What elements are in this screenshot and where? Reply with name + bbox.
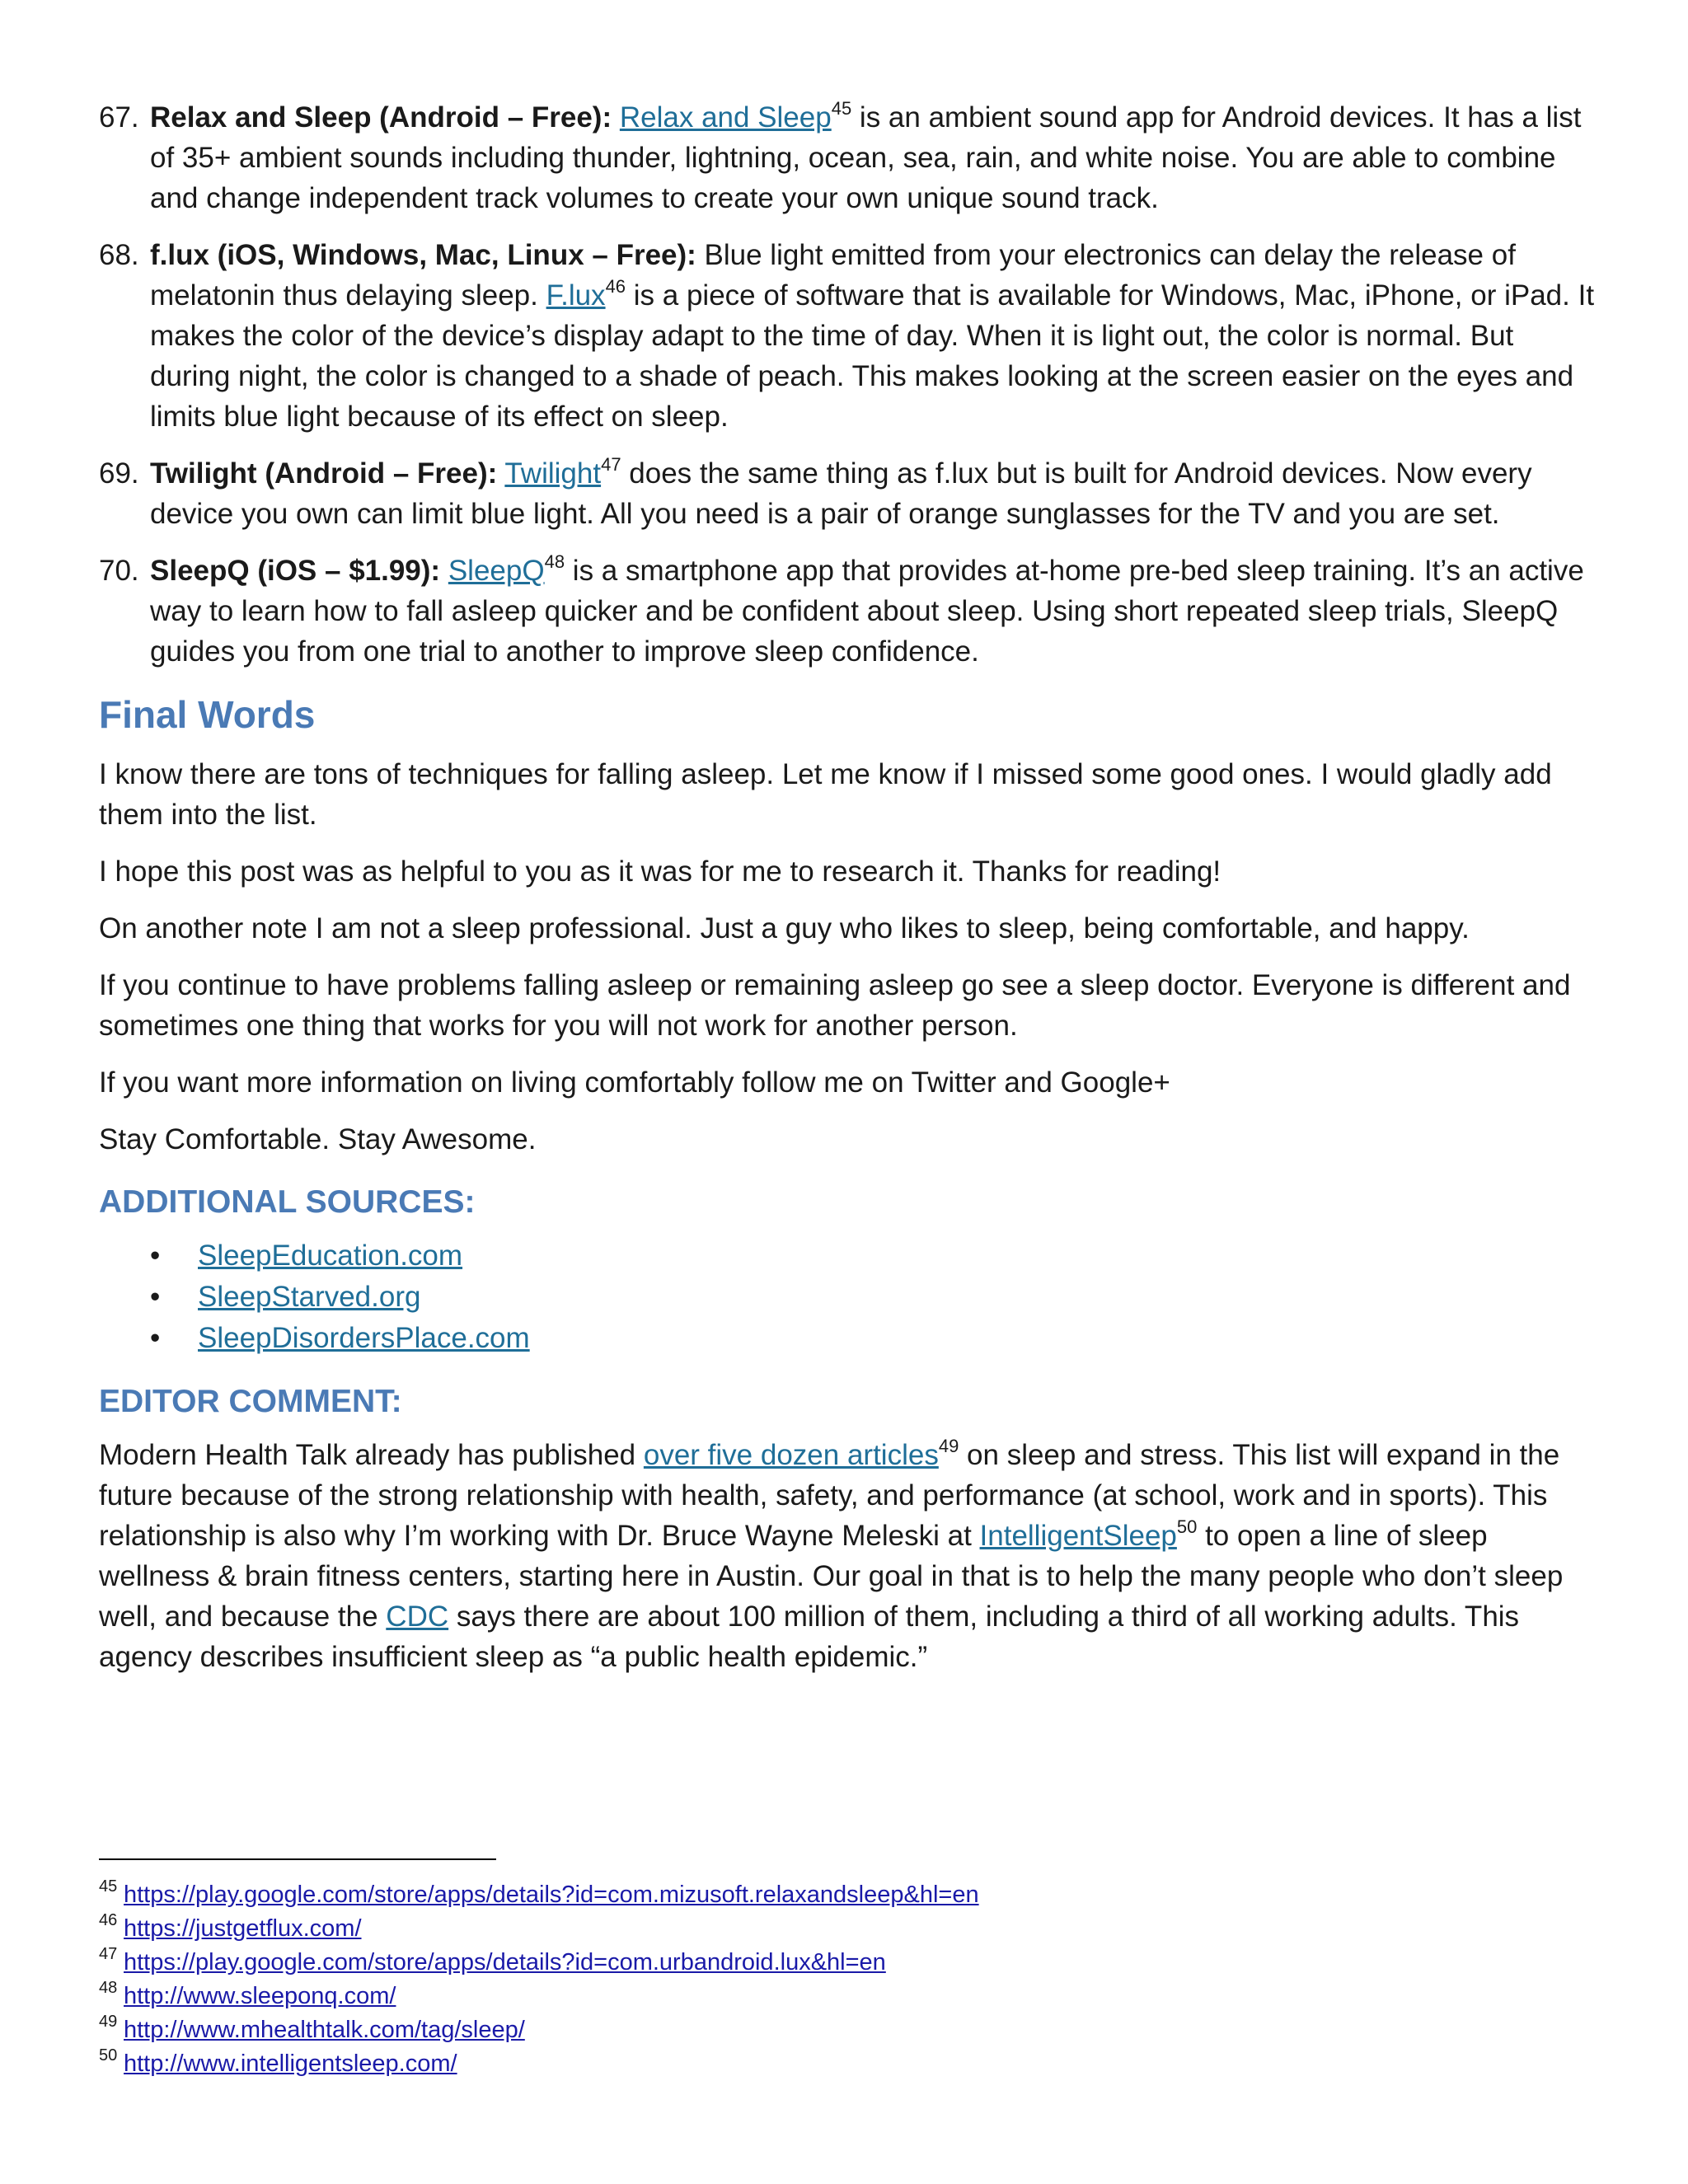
list-number: 67.	[99, 101, 139, 134]
sleepdisordersplace-link[interactable]: SleepDisordersPlace.com	[198, 1322, 530, 1354]
footnote-ref-45[interactable]: 45	[831, 98, 852, 120]
paragraph: Stay Comfortable. Stay Awesome.	[99, 1123, 537, 1155]
footnote-45	[99, 1878, 1599, 1912]
list-item-flux	[99, 235, 1599, 437]
sleepeducation-link[interactable]: SleepEducation.com	[198, 1240, 463, 1272]
footnote-number: 46	[99, 1911, 118, 1929]
footnote-number: 48	[99, 1979, 118, 1997]
footnote-ref-50[interactable]: 50	[1176, 1516, 1198, 1538]
list-number: 70.	[99, 555, 139, 587]
flux-link[interactable]: F.lux	[546, 279, 606, 312]
footnote-link[interactable]: https://justgetflux.com/	[124, 1915, 362, 1942]
paragraph: I know there are tons of techniques for falling asleep. Let me know if I missed some good ones. I would gladly add them into the list.	[99, 758, 1552, 831]
editor-comment-paragraph	[99, 1435, 1599, 1677]
cdc-link[interactable]: CDC	[386, 1601, 449, 1633]
sleepq-link[interactable]: SleepQ	[448, 555, 545, 587]
sources-list	[99, 1235, 1599, 1359]
footnote-ref-48[interactable]: 48	[544, 551, 565, 573]
app-title: Twilight (Android – Free):	[150, 457, 498, 490]
app-list	[99, 97, 1599, 672]
list-item-relax-and-sleep	[99, 97, 1599, 218]
sleepstarved-link[interactable]: SleepStarved.org	[198, 1281, 421, 1313]
twilight-link[interactable]: Twilight	[504, 457, 602, 490]
document-body	[99, 97, 1599, 1694]
bullet-icon: •	[150, 1322, 161, 1354]
text-run: Modern Health Talk already has published	[99, 1439, 644, 1471]
footnote-46	[99, 1912, 1599, 1946]
list-item	[99, 1235, 1599, 1277]
footnote-ref-46[interactable]: 46	[605, 276, 626, 298]
footnote-49	[99, 2013, 1599, 2047]
list-item	[99, 1318, 1599, 1359]
list-number: 69.	[99, 457, 139, 490]
app-title: SleepQ (iOS – $1.99):	[150, 555, 441, 587]
final-words-heading: Final Words	[99, 693, 316, 736]
paragraph: If you continue to have problems falling asleep or remaining asleep go see a sleep doctor. Everyone is different and sometimes one thing that works for you will not work for another person.	[99, 969, 1571, 1042]
footnote-number: 49	[99, 2013, 118, 2031]
footnote-link[interactable]: http://www.sleeponq.com/	[124, 1983, 396, 2009]
footnote-47	[99, 1946, 1599, 1980]
list-item-twilight	[99, 453, 1599, 534]
app-description: does the same thing as f.lux but is built for Android devices. Now every device you own can limit blue light. All you need is a pair of orange sunglasses for the TV and you are set.	[150, 457, 1532, 530]
list-number: 68.	[99, 239, 139, 271]
footnote-separator	[99, 1858, 496, 1860]
app-title: Relax and Sleep (Android – Free):	[150, 101, 612, 134]
footnote-number: 47	[99, 1945, 118, 1963]
app-description: is a smartphone app that provides at-home pre-bed sleep training. It’s an active way to learn how to fall asleep quicker and be confident about sleep. Using short repeated sleep trials, SleepQ guides you from one trial to another to improve sleep confidence.	[150, 555, 1584, 668]
articles-link[interactable]: over five dozen articles	[643, 1439, 939, 1471]
footnote-50	[99, 2047, 1599, 2081]
list-item	[99, 1277, 1599, 1318]
footnotes	[99, 1858, 1599, 2081]
intelligentsleep-link[interactable]: IntelligentSleep	[979, 1520, 1177, 1552]
app-intro: Blue light emitted from your electronics can delay the release of melatonin thus delaying sleep.	[150, 239, 1516, 312]
footnote-number: 45	[99, 1877, 118, 1896]
footnote-link[interactable]: http://www.intelligentsleep.com/	[124, 2050, 457, 2077]
footnote-link[interactable]: https://play.google.com/store/apps/details?id=com.urbandroid.lux&hl=en	[124, 1949, 886, 1975]
app-description: is a piece of software that is available for Windows, Mac, iPhone, or iPad. It makes the color of the device’s display adapt to the time of day. When it is light out, the color is normal. But during night, the color is changed to a shade of peach. This makes looking at the screen easier on the eyes and limits blue light because of its effect on sleep.	[150, 279, 1595, 433]
text-run: on sleep and stress. This list will expand in the future because of the strong relationship with health, safety, and performance (at school, work and in sports). This relationship is also why I’m working with Dr. Bruce Wayne Meleski at	[99, 1439, 1560, 1552]
footnote-link[interactable]: http://www.mhealthtalk.com/tag/sleep/	[124, 2017, 525, 2043]
footnote-48	[99, 1980, 1599, 2013]
paragraph: If you want more information on living comfortably follow me on Twitter and Google+	[99, 1066, 1170, 1099]
additional-sources-heading: ADDITIONAL SOURCES:	[99, 1184, 476, 1220]
list-item-sleepq	[99, 551, 1599, 672]
bullet-icon: •	[150, 1281, 161, 1313]
footnote-link[interactable]: https://play.google.com/store/apps/details?id=com.mizusoft.relaxandsleep&hl=en	[124, 1882, 979, 1908]
relax-and-sleep-link[interactable]: Relax and Sleep	[619, 101, 832, 134]
editor-comment-heading: EDITOR COMMENT:	[99, 1384, 402, 1419]
text-run: says there are about 100 million of them, including a third of all working adults. This agency describes insufficient sleep as “a public health epidemic.”	[99, 1601, 1520, 1673]
bullet-icon: •	[150, 1240, 161, 1272]
app-description: is an ambient sound app for Android devices. It has a list of 35+ ambient sounds including thunder, lightning, ocean, sea, rain, and white noise. You are able to combine and change independent track volumes to create your own unique sound track.	[150, 101, 1582, 214]
footnote-ref-49[interactable]: 49	[938, 1436, 959, 1457]
footnote-ref-47[interactable]: 47	[601, 454, 621, 476]
paragraph: On another note I am not a sleep professional. Just a guy who likes to sleep, being comfortable, and happy.	[99, 912, 1470, 944]
paragraph: I hope this post was as helpful to you as it was for me to research it. Thanks for reading!	[99, 855, 1221, 888]
footnote-number: 50	[99, 2046, 118, 2064]
text-run: to open a line of sleep wellness & brain fitness centers, starting here in Austin. Our goal in that is to help the many people who don’t sleep well, and because the	[99, 1520, 1564, 1633]
app-title: f.lux (iOS, Windows, Mac, Linux – Free):	[150, 239, 696, 271]
